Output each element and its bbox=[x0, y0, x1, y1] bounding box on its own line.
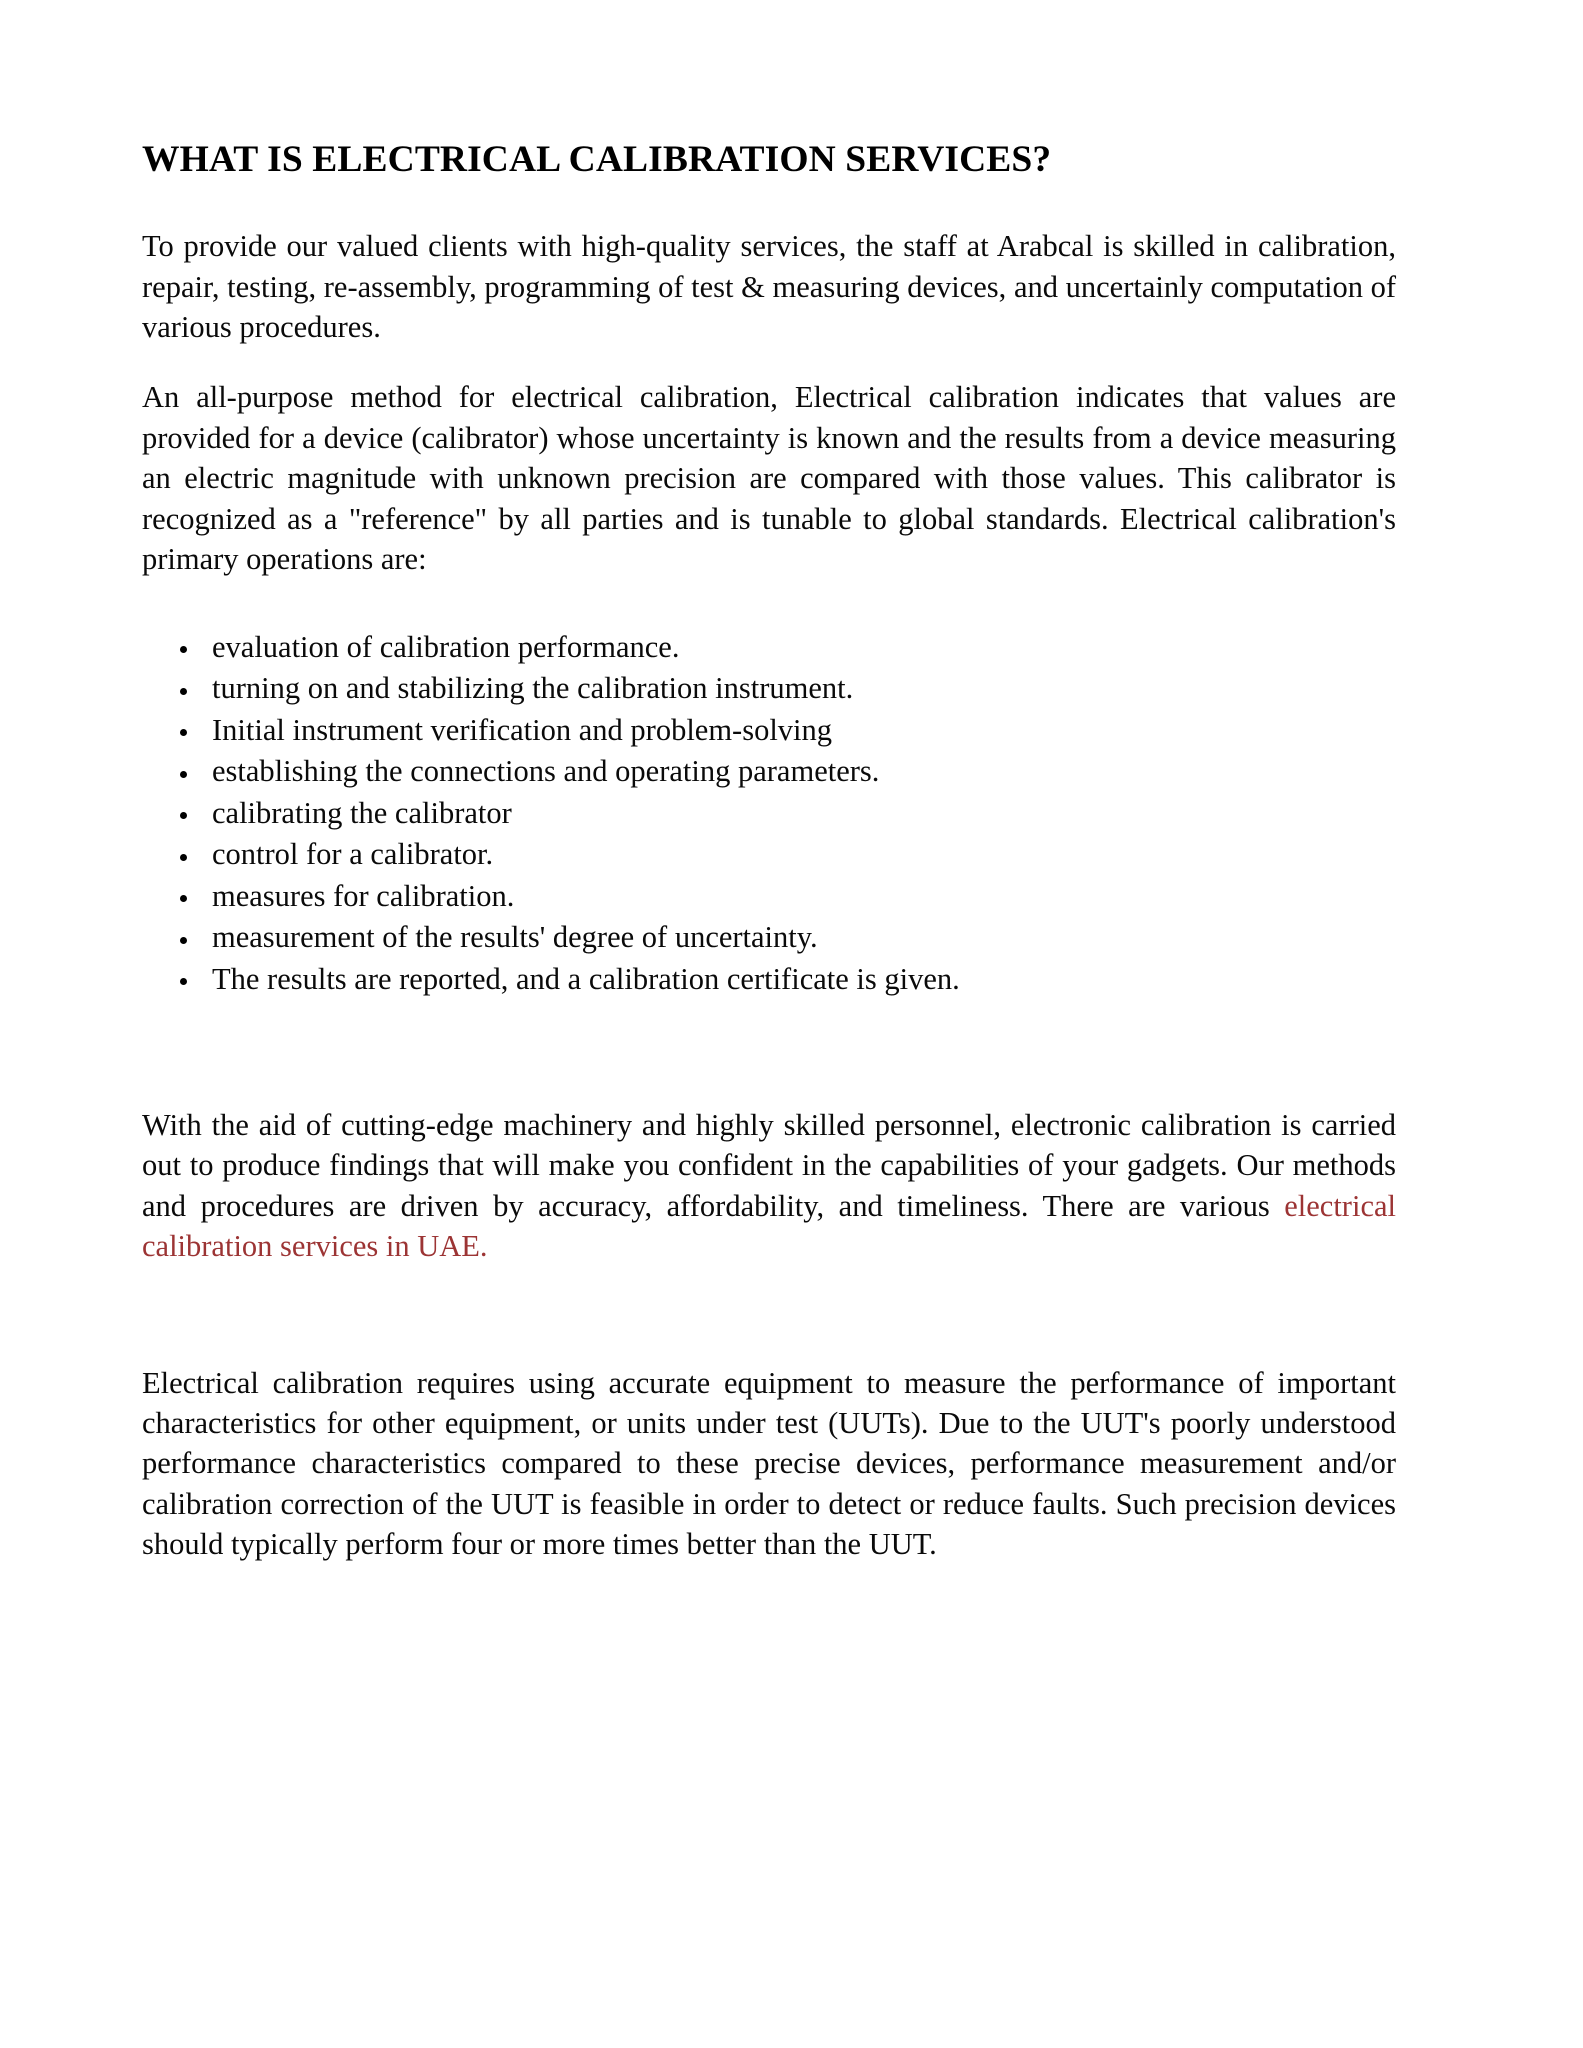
page-title: WHAT IS ELECTRICAL CALIBRATION SERVICES? bbox=[142, 139, 1052, 180]
list-item-label: evaluation of calibration performance. bbox=[212, 629, 680, 664]
list-item bbox=[142, 756, 1396, 787]
bullet-icon bbox=[180, 978, 187, 985]
bullet-icon bbox=[180, 854, 187, 861]
list-item-label: The results are reported, and a calibration certificate is given. bbox=[212, 961, 960, 996]
bullet-icon bbox=[180, 812, 187, 819]
list-item bbox=[142, 839, 1396, 870]
paragraph-electronic-calibration bbox=[142, 1105, 1396, 1267]
spacer bbox=[142, 347, 1396, 377]
paragraph-definition: An all-purpose method for electrical calibration, Electrical calibration indicates that values are provided for a device (calibrator) whose uncertainty is known and the results from a device measuring an electric magnitude with unknown precision are compared with those values. This calibrator is recognized as a "reference" by all parties and is tunable to global standards. Electrical calibration's primary operations are: bbox=[142, 380, 1396, 577]
list-item-label: Initial instrument verification and problem-solving bbox=[212, 712, 833, 747]
list-item bbox=[142, 922, 1396, 953]
list-item bbox=[142, 673, 1396, 704]
bullet-icon bbox=[180, 688, 187, 695]
list-item-label: control for a calibrator. bbox=[212, 837, 494, 871]
list-item bbox=[142, 629, 1396, 664]
spacer bbox=[142, 580, 1396, 632]
list-item-label: turning on and stabilizing the calibration instrument. bbox=[212, 671, 854, 705]
bullet-icon bbox=[180, 646, 187, 653]
list-item-label: establishing the connections and operating parameters. bbox=[212, 754, 880, 788]
list-item bbox=[142, 712, 1396, 747]
operations-list bbox=[142, 629, 1396, 996]
list-item-label: measures for calibration. bbox=[212, 878, 515, 913]
list-item bbox=[142, 795, 1396, 830]
spacer bbox=[142, 1005, 1396, 1105]
bullet-icon bbox=[180, 771, 187, 778]
spacer bbox=[142, 1267, 1396, 1363]
list-item-label: measurement of the results' degree of uncertainty. bbox=[212, 920, 818, 954]
document-body bbox=[142, 138, 1396, 1565]
electrical-calibration-services-link[interactable]: electrical calibration services in UAE. bbox=[142, 1188, 1396, 1264]
list-item-label: calibrating the calibrator bbox=[212, 795, 512, 830]
bullet-icon bbox=[180, 729, 187, 736]
paragraph-intro: To provide our valued clients with high-quality services, the staff at Arabcal is skilled in calibration, repair, testing, re-assembly, programming of test & measuring devices, and uncertainly computation of various procedures. bbox=[142, 229, 1396, 345]
list-item bbox=[142, 878, 1396, 913]
list-item bbox=[142, 961, 1396, 996]
paragraph-text-before-link: With the aid of cutting-edge machinery and highly skilled personnel, electronic calibration is carried out to produce findings that will make you confident in the capabilities of your gadgets. Our methods and procedures are driven by accuracy, affordability, and timeliness. There are various bbox=[142, 1108, 1396, 1223]
paragraph-uut: Electrical calibration requires using accurate equipment to measure the performance of important characteristics for other equipment, or units under test (UUTs). Due to the UUT's poorly understood performance characteristics compared to these precise devices, performance measurement and/or calibration correction of the UUT is feasible in order to detect or reduce faults. Such precision devices should typically perform four or more times better than the UUT. bbox=[142, 1365, 1396, 1562]
bullet-icon bbox=[180, 895, 187, 902]
bullet-icon bbox=[180, 937, 187, 944]
